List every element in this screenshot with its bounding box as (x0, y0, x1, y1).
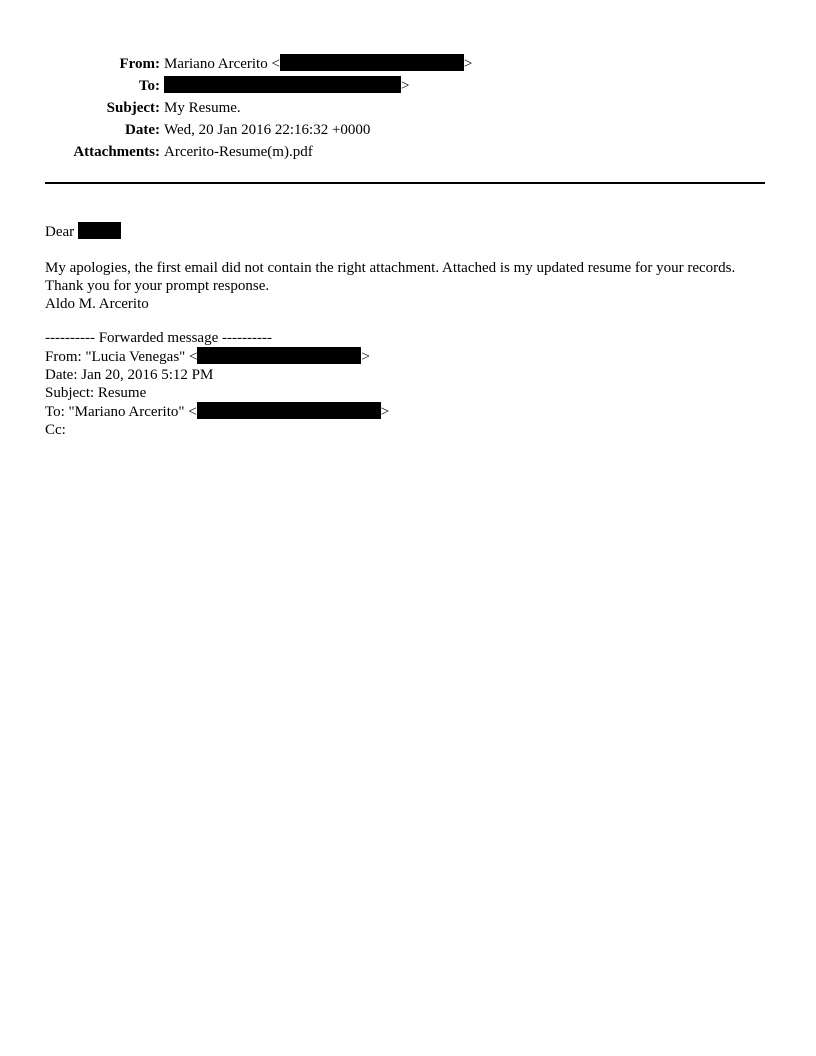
to-label: To: (138, 78, 160, 94)
email-header (0, 53, 816, 163)
subject-value: My Resume. (164, 100, 241, 116)
redacted-forwarded-from-email (197, 347, 361, 364)
body-paragraph: My apologies, the first email did not contain the right attachment. Attached is my updated resume for your records. Thank you for your prompt response. (45, 260, 736, 294)
from-label: From: (119, 56, 160, 72)
date-value: Wed, 20 Jan 2016 22:16:32 +0000 (164, 122, 371, 138)
from-name: Mariano Arcerito < (164, 56, 280, 72)
forwarded-date: Date: Jan 20, 2016 5:12 PM (45, 367, 214, 383)
forwarded-from (45, 347, 765, 366)
forwarded-to-close: > (380, 404, 390, 420)
subject-label: Subject: (106, 100, 160, 116)
attachment-filename[interactable]: Arcerito-Resume(m).pdf (164, 144, 313, 160)
header-subject-row (0, 97, 816, 119)
header-attachments-row (0, 141, 816, 163)
forwarded-from-close: > (361, 349, 370, 365)
forwarded-cc: Cc: (45, 422, 66, 438)
to-close: > (401, 78, 410, 94)
redacted-to-email (164, 76, 401, 93)
forwarded-to (45, 402, 765, 421)
greeting-line (45, 222, 765, 241)
from-value (164, 53, 472, 75)
attachments-label: Attachments: (73, 144, 160, 160)
redacted-from-email (280, 54, 464, 71)
header-from-row (0, 53, 816, 75)
header-divider (45, 182, 765, 184)
header-to-row (0, 75, 816, 97)
forwarded-subject: Subject: Resume (45, 385, 147, 401)
email-body (45, 222, 765, 439)
date-label: Date: (125, 122, 160, 138)
from-close: > (463, 56, 473, 72)
forwarded-separator: ---------- Forwarded message ---------- (45, 330, 272, 346)
to-value (164, 75, 409, 97)
redacted-recipient-name (78, 222, 121, 239)
signature: Aldo M. Arcerito (45, 296, 149, 312)
header-date-row (0, 119, 816, 141)
redacted-forwarded-to-email (197, 402, 381, 419)
forwarded-from-text: From: "Lucia Venegas" < (45, 349, 198, 365)
forwarded-to-text: To: "Mariano Arcerito" < (45, 404, 197, 420)
greeting: Dear (45, 224, 78, 240)
